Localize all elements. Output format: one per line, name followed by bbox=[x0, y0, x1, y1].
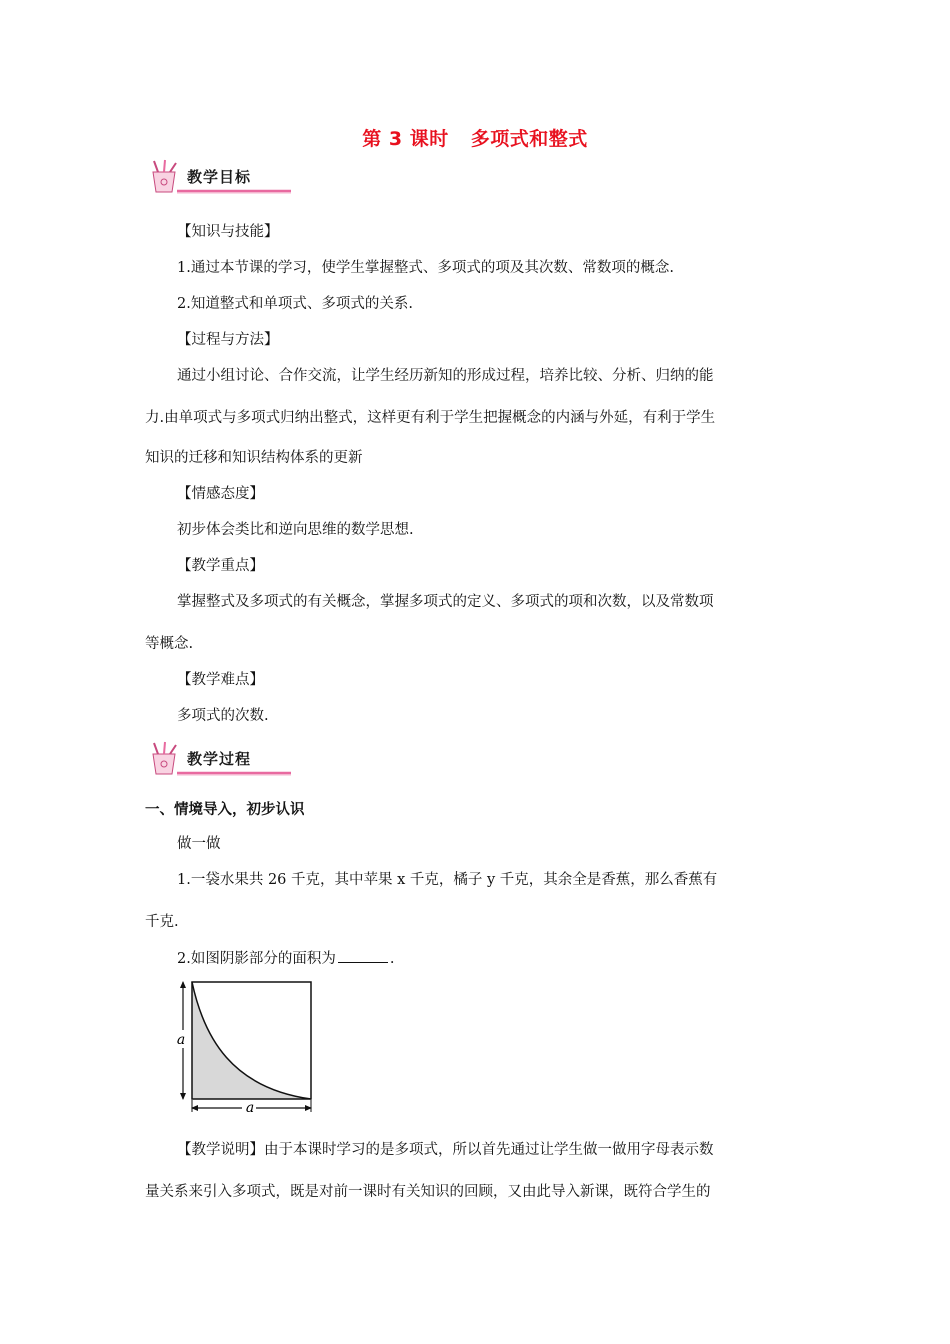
knowledge-item-2: 2.知道整式和单项式、多项式的关系. bbox=[177, 296, 413, 312]
question-2-text: 2.如图阴影部分的面积为 bbox=[177, 951, 336, 967]
knowledge-item-1: 1.通过本节课的学习，使学生掌握整式、多项式的项及其次数、常数项的概念. bbox=[177, 260, 674, 276]
method-line-2: 力.由单项式与多项式归纳出整式，这样更有利于学生把握概念的内涵与外延，有利于学生 bbox=[145, 410, 716, 426]
banner-teaching-goals bbox=[145, 158, 291, 194]
teaching-note-line-2: 量关系来引入多项式，既是对前一课时有关知识的回顾，又由此导入新课，既符合学生的 bbox=[145, 1184, 711, 1200]
method-line-3: 知识的迁移和知识结构体系的更新 bbox=[145, 450, 363, 466]
method-heading: 【过程与方法】 bbox=[177, 332, 279, 348]
title-lesson: 第 3 课时 bbox=[362, 128, 449, 150]
emotion-heading: 【情感态度】 bbox=[177, 486, 264, 502]
question-1-line-2: 千克. bbox=[145, 914, 179, 930]
emotion-text: 初步体会类比和逆向思维的数学思想. bbox=[177, 522, 414, 538]
difficult-points-text: 多项式的次数. bbox=[177, 708, 269, 724]
banner-label: 教学目标 bbox=[187, 168, 252, 186]
question-1-line-1: 1.一袋水果共 26 千克，其中苹果 x 千克，橘子 y 千克，其余全是香蕉，那么香蕉有 bbox=[177, 872, 718, 888]
banner-label: 教学过程 bbox=[187, 750, 252, 768]
question-2-period: . bbox=[389, 951, 395, 967]
section-1-heading: 一、情境导入，初步认识 bbox=[145, 802, 305, 818]
square-curve-diagram bbox=[172, 978, 322, 1118]
key-points-heading: 【教学重点】 bbox=[177, 558, 264, 574]
title-topic: 多项式和整式 bbox=[470, 128, 588, 150]
banner-teaching-process bbox=[145, 740, 291, 776]
bottom-label-a: a bbox=[245, 1100, 255, 1116]
try-it-label: 做一做 bbox=[177, 836, 221, 852]
key-points-line-1: 掌握整式及多项式的有关概念，掌握多项式的定义、多项式的项和次数，以及常数项 bbox=[177, 594, 714, 610]
method-line-1: 通过小组讨论、合作交流，让学生经历新知的形成过程，培养比较、分析、归纳的能 bbox=[177, 368, 714, 384]
key-points-line-2: 等概念. bbox=[145, 636, 194, 652]
knowledge-heading: 【知识与技能】 bbox=[177, 224, 279, 240]
difficult-points-heading: 【教学难点】 bbox=[177, 672, 264, 688]
side-label-a: a bbox=[176, 1032, 186, 1048]
page-title bbox=[0, 124, 950, 151]
question-2 bbox=[177, 948, 394, 969]
teaching-note-line-1: 【教学说明】由于本课时学习的是多项式，所以首先通过让学生做一做用字母表示数 bbox=[177, 1142, 714, 1158]
answer-blank bbox=[338, 948, 388, 963]
shaded-area-figure bbox=[172, 978, 322, 1118]
